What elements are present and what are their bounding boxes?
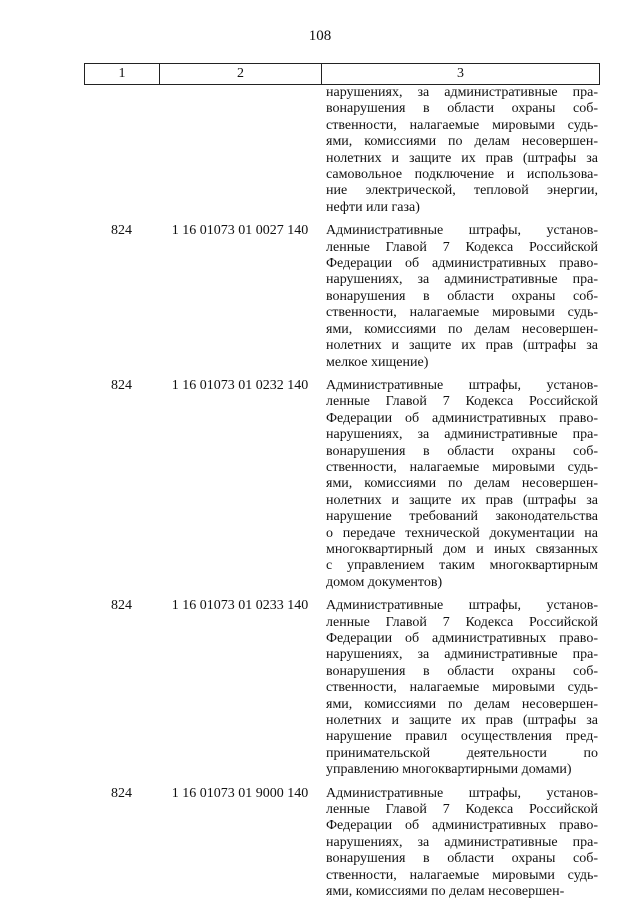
description-line: о передаче технической документации на — [326, 525, 598, 541]
description-line: нефти или газа) — [326, 199, 420, 215]
table-row — [84, 786, 600, 901]
description-line: управлению многоквартирными домами) — [326, 762, 572, 778]
description-line: вонарушения в области охраны соб- — [326, 101, 598, 117]
row-admin-code: 824 — [111, 223, 132, 239]
description-line: ленные Главой 7 Кодекса Российской — [326, 614, 598, 630]
description-line: ями, комиссиями по делам несовершен- — [326, 884, 565, 900]
description-line: нарушениях, за административные пра- — [326, 272, 598, 288]
table-row — [84, 378, 600, 591]
description-line: Федерации об административных право- — [326, 410, 598, 426]
row-admin-code: 824 — [111, 598, 132, 614]
description-line: самовольное подключение и использова- — [326, 167, 598, 183]
table-row — [84, 598, 600, 778]
description-line: ями, комиссиями по делам несовершен- — [326, 321, 598, 337]
header-col-1: 1 — [85, 64, 160, 84]
row-description — [326, 85, 598, 216]
table-row — [84, 223, 600, 371]
description-line: Административные штрафы, установ- — [326, 377, 598, 393]
description-line: Федерации об административных право- — [326, 256, 598, 272]
description-line: принимательской деятельности по — [326, 745, 598, 761]
page-number: 108 — [308, 28, 332, 44]
description-line: Федерации об административных право- — [326, 818, 598, 834]
description-line: нолетних и защите их прав (штрафы за — [326, 150, 598, 166]
row-description — [326, 378, 598, 591]
description-line: ленные Главой 7 Кодекса Российской — [326, 802, 598, 818]
row-kbk-code: 1 16 01073 01 0027 140 — [171, 223, 309, 239]
description-line: ями, комиссиями по делам несовершен- — [326, 696, 598, 712]
description-line: мелкое хищение) — [326, 354, 429, 370]
description-line: ленные Главой 7 Кодекса Российской — [326, 394, 598, 410]
description-line: Федерации об административных право- — [326, 631, 598, 646]
description-line: нарушениях, за административные пра- — [326, 427, 598, 443]
header-col-3: 3 — [457, 66, 464, 81]
description-line: ственности, налагаемые мировыми судь- — [326, 680, 598, 696]
description-line: Административные штрафы, установ- — [326, 598, 598, 614]
table-body — [84, 85, 600, 901]
description-line: вонарушения в области охраны соб- — [326, 288, 598, 304]
row-description — [326, 598, 598, 778]
description-line: Административные штрафы, установ- — [326, 223, 598, 239]
row-admin-code: 824 — [111, 377, 132, 393]
table-row — [84, 85, 600, 216]
table-header — [84, 63, 600, 85]
row-kbk-code: 1 16 01073 01 9000 140 — [171, 785, 309, 801]
description-line: домом документов) — [326, 574, 443, 590]
row-description — [326, 223, 598, 371]
description-line: вонарушения в области охраны соб- — [326, 851, 598, 867]
header-col-2: 2 — [160, 64, 322, 84]
description-line: вонарушения в области охраны соб- — [326, 443, 598, 459]
description-line: нарушение правил осуществления пред- — [326, 729, 598, 745]
description-line: нолетних и защите их прав (штрафы за — [326, 713, 598, 729]
row-admin-code: 824 — [111, 785, 132, 801]
description-line: ственности, налагаемые мировыми судь- — [326, 305, 598, 321]
description-line: ние электрической, тепловой энергии, — [326, 183, 598, 199]
description-line: нолетних и защите их прав (штрафы за — [326, 338, 598, 354]
description-line: Административные штрафы, установ- — [326, 785, 598, 801]
description-line: нарушениях, за административные пра- — [326, 85, 598, 100]
description-line: нарушение требований законодательства — [326, 509, 598, 525]
row-kbk-code: 1 16 01073 01 0232 140 — [171, 377, 309, 393]
row-kbk-code: 1 16 01073 01 0233 140 — [171, 598, 309, 614]
description-line: нарушениях, за административные пра- — [326, 647, 598, 663]
description-line: вонарушения в области охраны соб- — [326, 663, 598, 679]
description-line: ями, комиссиями по делам несовершен- — [326, 476, 598, 492]
description-line: нарушениях, за административные пра- — [326, 834, 598, 850]
description-line: ственности, налагаемые мировыми судь- — [326, 867, 598, 883]
description-line: с управлением таким многоквартирным — [326, 558, 598, 574]
description-line: многоквартирный дом и иных связанных — [326, 541, 598, 557]
description-line: ственности, налагаемые мировыми судь- — [326, 117, 598, 133]
description-line: ями, комиссиями по делам несовершен- — [326, 134, 598, 150]
row-description — [326, 786, 598, 901]
description-line: нолетних и защите их прав (штрафы за — [326, 492, 598, 508]
description-line: ственности, налагаемые мировыми судь- — [326, 459, 598, 475]
description-line: ленные Главой 7 Кодекса Российской — [326, 239, 598, 255]
